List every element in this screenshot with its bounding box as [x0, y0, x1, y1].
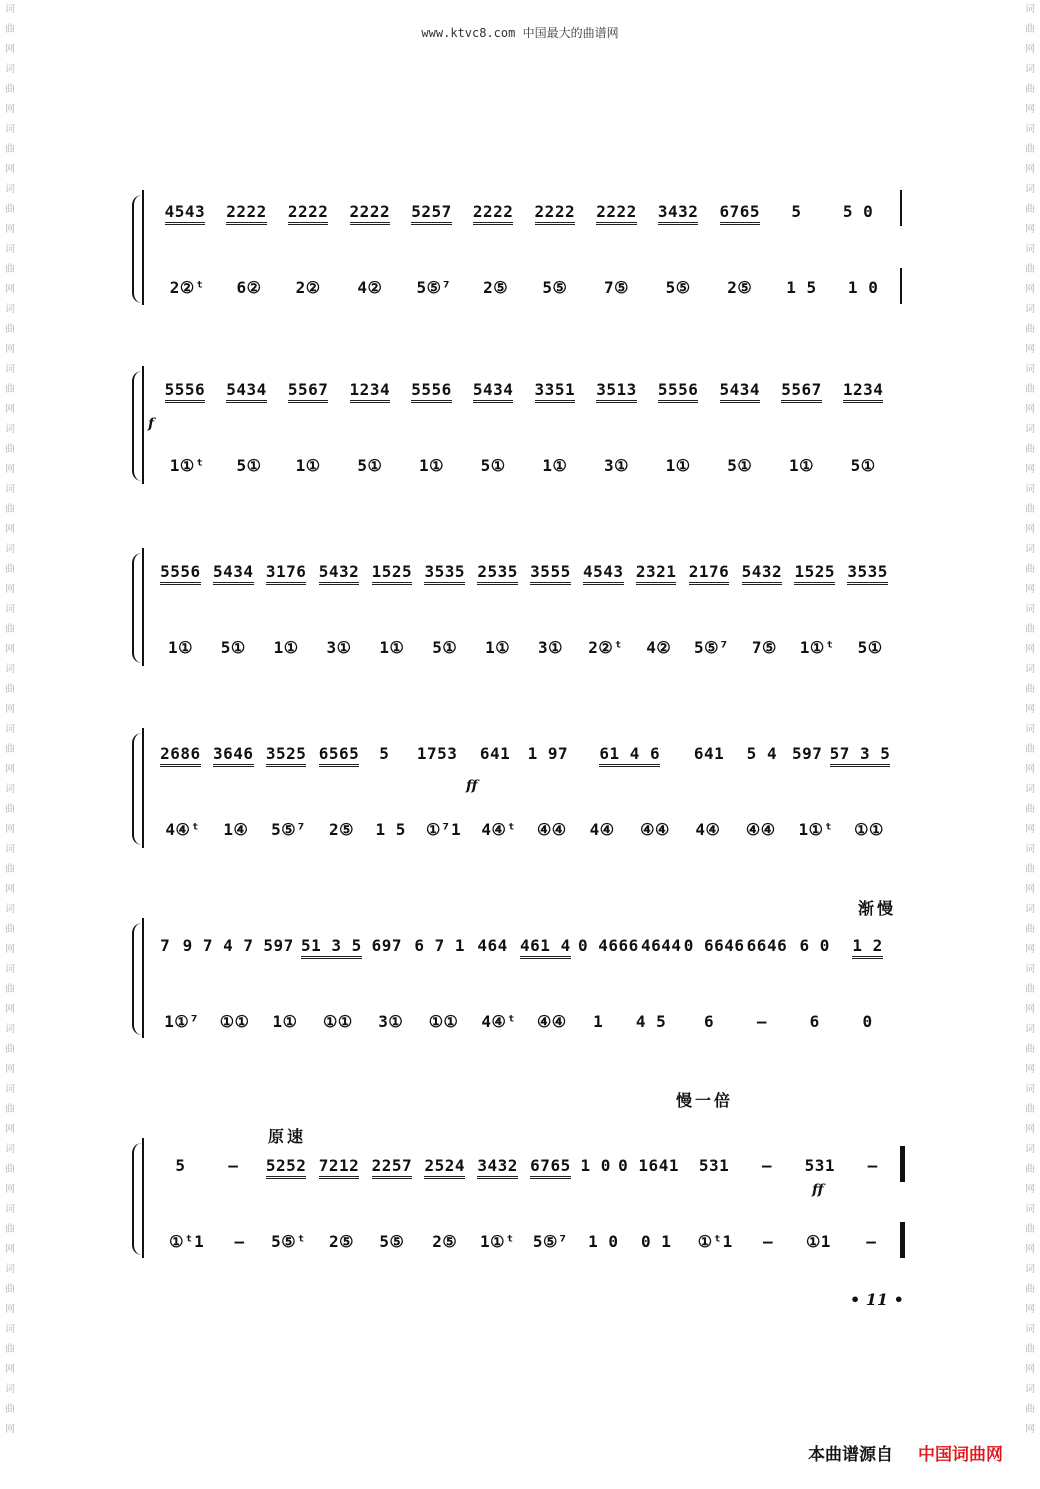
- note-group: 1234: [350, 380, 391, 403]
- note-group: 5556: [165, 380, 206, 403]
- system-brace: [132, 733, 142, 845]
- dynamic-marking: ff: [466, 778, 478, 794]
- note-group: 0 4666: [577, 936, 639, 955]
- note-group: 5: [379, 744, 390, 763]
- measure: [471, 1156, 577, 1179]
- note-group: 5434: [226, 380, 267, 403]
- note-group: 2②ᵗ: [588, 638, 624, 657]
- final-barline: [900, 1222, 905, 1258]
- note-group: 0 6646: [683, 936, 745, 955]
- note-group: 51 3 5: [301, 936, 362, 959]
- measure: [471, 820, 577, 840]
- measure: [788, 1012, 894, 1032]
- note-group: 5①: [850, 456, 876, 475]
- note-group: 2⑤: [432, 1232, 458, 1251]
- note-group: 5257: [411, 202, 452, 225]
- note-group: 1①: [272, 1012, 298, 1031]
- bass-staff: [154, 638, 894, 658]
- measure: [683, 562, 789, 585]
- measure: [154, 936, 260, 959]
- measure: [154, 380, 277, 403]
- measure: [154, 1156, 260, 1179]
- measure: [647, 380, 770, 403]
- measure: [365, 1156, 471, 1179]
- note-group: 3535: [424, 562, 465, 585]
- bass-staff: [154, 820, 894, 840]
- note-group: 5①: [432, 638, 458, 657]
- note-group: 61 4 6: [599, 744, 660, 767]
- note-group: ①①: [854, 820, 884, 839]
- note-group: 6565: [319, 744, 360, 767]
- note-group: 5: [175, 1156, 186, 1175]
- measure: [471, 1012, 577, 1032]
- treble-staff: [154, 380, 894, 403]
- note-group: 4②: [357, 278, 383, 297]
- note-group: 5⑤: [379, 1232, 405, 1251]
- measure: [524, 278, 647, 298]
- note-group: ④④: [536, 1012, 567, 1031]
- tempo-marking: 渐慢: [858, 899, 897, 918]
- note-group: 1①⁷: [164, 1012, 200, 1031]
- measure: [277, 456, 400, 476]
- measure: [277, 380, 400, 403]
- bass-staff: [154, 1012, 894, 1032]
- score-system-5: [128, 899, 908, 1038]
- measure: [365, 562, 471, 585]
- measure: [683, 1232, 789, 1252]
- measure: [260, 1012, 366, 1032]
- measure: [683, 1012, 789, 1032]
- barline: [142, 728, 144, 848]
- note-group: 531: [698, 1156, 730, 1175]
- measure: [647, 278, 770, 298]
- watermark-right: 词曲网词曲网词曲网词曲网词曲网词曲网词曲网词曲网词曲网词曲网词曲网词曲网词曲网词曲网词曲网词曲网词曲网词曲网词曲网词曲网词曲网词曲网词曲网词曲网: [1025, 4, 1035, 1435]
- note-group: –: [866, 1232, 877, 1251]
- note-group: 1 0: [580, 1156, 611, 1175]
- measure: [260, 820, 366, 840]
- note-group: 4543: [583, 562, 624, 585]
- note-group: 4②: [646, 638, 672, 657]
- note-group: 1④: [223, 820, 249, 839]
- barline: [900, 190, 902, 226]
- note-group: 5①: [480, 456, 506, 475]
- system-brace: [132, 1143, 142, 1255]
- treble-staff: [154, 744, 894, 767]
- system-brace: [132, 195, 142, 303]
- note-group: 57 3 5: [830, 744, 891, 767]
- measure: [365, 1012, 471, 1032]
- note-group: 1 97: [527, 744, 569, 763]
- note-group: 2222: [473, 202, 514, 225]
- measure: [401, 380, 524, 403]
- measure: [647, 202, 770, 225]
- measure: [365, 936, 471, 959]
- note-group: 5556: [160, 562, 201, 585]
- note-group: 5 0: [842, 202, 874, 221]
- note-group: 1525: [794, 562, 835, 585]
- measure: [471, 1232, 577, 1252]
- note-group: 6765: [720, 202, 761, 225]
- note-group: ④④: [536, 820, 567, 839]
- note-group: 5⑤⁷: [271, 820, 307, 839]
- note-group: ①⁷1: [425, 820, 462, 839]
- note-group: 4644: [640, 936, 682, 955]
- note-group: 1①: [788, 456, 814, 475]
- measure: [771, 202, 894, 225]
- note-group: 5⑤ᵗ: [271, 1232, 307, 1251]
- note-group: 6646: [746, 936, 788, 955]
- note-group: 0 1641: [618, 1156, 679, 1175]
- measure: [365, 744, 471, 767]
- note-group: 1①ᵗ: [798, 820, 834, 839]
- note-group: 5556: [658, 380, 699, 403]
- note-group: 5①: [727, 456, 753, 475]
- note-group: 2686: [160, 744, 201, 767]
- measure: [577, 638, 683, 658]
- note-group: ④④: [745, 820, 776, 839]
- measure: [683, 936, 789, 959]
- note-group: 3①: [537, 638, 563, 657]
- note-group: 4④: [589, 820, 615, 839]
- measure: [154, 456, 277, 476]
- note-group: 3①: [326, 638, 352, 657]
- treble-staff: [154, 1156, 894, 1179]
- note-group: 5⑤⁷: [416, 278, 452, 297]
- note-group: 6 0: [799, 936, 830, 955]
- note-group: 1: [593, 1012, 604, 1031]
- barline: [142, 918, 144, 1038]
- note-group: 2257: [372, 1156, 413, 1179]
- measure: [154, 562, 260, 585]
- treble-staff: [154, 562, 894, 585]
- note-group: 3535: [847, 562, 888, 585]
- note-group: 2②: [295, 278, 321, 297]
- note-group: 3①: [378, 1012, 404, 1031]
- note-group: ①ᵗ1: [697, 1232, 733, 1251]
- measure: [401, 202, 524, 225]
- note-group: 1 5: [786, 278, 817, 297]
- note-group: 2176: [689, 562, 730, 585]
- note-group: 0 1: [640, 1232, 672, 1251]
- note-group: 5: [791, 202, 802, 221]
- measure: [577, 936, 683, 959]
- note-group: –: [756, 1012, 767, 1031]
- note-group: 2222: [288, 202, 329, 225]
- watermark-left: 词曲网词曲网词曲网词曲网词曲网词曲网词曲网词曲网词曲网词曲网词曲网词曲网词曲网词曲网词曲网词曲网词曲网词曲网词曲网词曲网词曲网词曲网词曲网词曲网: [5, 4, 15, 1435]
- score-system-6: [128, 1091, 908, 1258]
- note-group: 7⑤: [751, 638, 777, 657]
- note-group: 1①: [665, 456, 691, 475]
- measure: [471, 562, 577, 585]
- score-system-3: [128, 548, 908, 666]
- system-brace: [132, 923, 142, 1035]
- note-group: 464: [477, 936, 508, 955]
- note-group: 6765: [530, 1156, 571, 1179]
- note-group: 2321: [636, 562, 677, 585]
- note-group: ①①: [219, 1012, 250, 1031]
- note-group: 5⑤⁷: [694, 638, 730, 657]
- note-group: 5①: [357, 456, 383, 475]
- measure: [154, 202, 277, 225]
- note-group: –: [234, 1232, 245, 1251]
- measure: [277, 202, 400, 225]
- note-group: 2222: [350, 202, 391, 225]
- measure: [771, 456, 894, 476]
- note-group: 3646: [213, 744, 254, 767]
- note-group: 7: [160, 936, 171, 955]
- measure: [788, 562, 894, 585]
- note-group: 5434: [213, 562, 254, 585]
- note-group: 1 2: [852, 936, 882, 959]
- measure: [365, 1232, 471, 1252]
- bass-staff: [154, 1232, 894, 1252]
- note-group: 5①: [857, 638, 883, 657]
- note-group: 597: [791, 744, 823, 763]
- note-group: 1 0: [588, 1232, 619, 1251]
- measure: [277, 278, 400, 298]
- measure: [471, 638, 577, 658]
- measure: [260, 1232, 366, 1252]
- note-group: 1 0: [847, 278, 879, 297]
- note-group: 1①: [418, 456, 444, 475]
- measure: [154, 638, 260, 658]
- system-brace: [132, 371, 142, 481]
- barline: [142, 366, 144, 484]
- note-group: 3①: [603, 456, 629, 475]
- note-group: 3432: [658, 202, 699, 225]
- measure: [577, 820, 683, 840]
- measure: [260, 1156, 366, 1179]
- page-header: www.ktvc8.com 中国最大的曲谱网: [421, 26, 619, 40]
- note-group: 2222: [226, 202, 267, 225]
- note-group: 5①: [220, 638, 246, 657]
- measure: [771, 380, 894, 403]
- final-barline: [900, 1146, 905, 1182]
- note-group: 1①ᵗ: [480, 1232, 516, 1251]
- note-group: 1①: [295, 456, 321, 475]
- note-group: 1753: [416, 744, 458, 763]
- tempo-marking: 慢一倍: [676, 1091, 734, 1110]
- footer-source-label: 本曲谱源自: [808, 1445, 893, 1465]
- note-group: ④④: [640, 820, 670, 839]
- note-group: 1①: [273, 638, 299, 657]
- note-group: 1525: [372, 562, 413, 585]
- note-group: 5567: [781, 380, 822, 403]
- note-group: 1①ᵗ: [799, 638, 835, 657]
- note-group: 5①: [236, 456, 262, 475]
- note-group: ①1: [805, 1232, 831, 1251]
- measure: [260, 936, 366, 959]
- note-group: 1①ᵗ: [169, 456, 205, 475]
- note-group: –: [867, 1156, 878, 1175]
- note-group: 1234: [843, 380, 884, 403]
- note-group: 5434: [473, 380, 514, 403]
- note-group: 2⑤: [329, 1232, 355, 1251]
- measure: [365, 820, 471, 840]
- note-group: 3513: [596, 380, 637, 403]
- note-group: 2⑤: [329, 820, 355, 839]
- measure: [154, 1232, 260, 1252]
- note-group: 641: [479, 744, 511, 763]
- measure: [154, 820, 260, 840]
- note-group: 2524: [424, 1156, 465, 1179]
- note-group: 531: [804, 1156, 835, 1175]
- note-group: ①①: [322, 1012, 353, 1031]
- score-system-4: [128, 728, 908, 848]
- note-group: 5⑤: [665, 278, 691, 297]
- note-group: 4④: [695, 820, 721, 839]
- measure: [788, 1156, 894, 1179]
- note-group: 4④ᵗ: [165, 820, 201, 839]
- barline: [900, 268, 902, 304]
- note-group: 6 7 1: [414, 936, 465, 955]
- measure: [260, 638, 366, 658]
- bass-staff: [154, 456, 894, 476]
- measure: [154, 1012, 260, 1032]
- note-group: 6: [809, 1012, 820, 1031]
- measure: [401, 278, 524, 298]
- measure: [683, 820, 789, 840]
- note-group: 461 4: [520, 936, 571, 959]
- footer-site-link[interactable]: 中国词曲网: [918, 1445, 1003, 1465]
- measure: [524, 202, 647, 225]
- measure: [788, 1232, 894, 1252]
- note-group: 4④ᵗ: [481, 820, 517, 839]
- measure: [524, 380, 647, 403]
- note-group: 2②ᵗ: [169, 278, 205, 297]
- measure: [788, 820, 894, 840]
- measure: [577, 1156, 683, 1179]
- note-group: 3176: [266, 562, 307, 585]
- note-group: 1①: [167, 638, 193, 657]
- note-group: 6: [703, 1012, 715, 1031]
- barline: [142, 190, 144, 305]
- note-group: 5⑤: [542, 278, 568, 297]
- note-group: ①①: [428, 1012, 459, 1031]
- note-group: 5⑤⁷: [532, 1232, 568, 1251]
- note-group: ①ᵗ1: [169, 1232, 205, 1251]
- note-group: 2222: [535, 202, 576, 225]
- note-group: –: [761, 1156, 772, 1175]
- note-group: 1①: [379, 638, 405, 657]
- note-group: 2⑤: [727, 278, 753, 297]
- measure: [683, 638, 789, 658]
- note-group: 4 5: [635, 1012, 667, 1031]
- measure: [524, 456, 647, 476]
- measure: [154, 744, 260, 767]
- note-group: 2535: [477, 562, 518, 585]
- note-group: 4④ᵗ: [481, 1012, 517, 1031]
- measure: [260, 562, 366, 585]
- page-number: • 11 •: [850, 1290, 904, 1309]
- note-group: 597: [263, 936, 294, 955]
- treble-staff: [154, 936, 894, 959]
- note-group: 2⑤: [483, 278, 509, 297]
- note-group: 1①: [542, 456, 568, 475]
- measure: [577, 1012, 683, 1032]
- measure: [577, 744, 683, 767]
- note-group: 5252: [266, 1156, 307, 1179]
- note-group: 5432: [319, 562, 360, 585]
- dynamic-marking: ff: [812, 1182, 824, 1198]
- note-group: –: [228, 1156, 239, 1175]
- measure: [647, 456, 770, 476]
- treble-staff: [154, 202, 894, 225]
- system-brace: [132, 553, 142, 663]
- barline: [142, 1138, 144, 1258]
- note-group: 5556: [411, 380, 452, 403]
- note-group: 0: [862, 1012, 873, 1031]
- note-group: 3432: [477, 1156, 518, 1179]
- measure: [471, 936, 577, 959]
- measure: [401, 456, 524, 476]
- note-group: 1①: [485, 638, 511, 657]
- measure: [577, 562, 683, 585]
- note-group: 3525: [266, 744, 307, 767]
- note-group: 9 7 4 7: [182, 936, 254, 955]
- note-group: 5567: [288, 380, 329, 403]
- measure: [683, 744, 789, 767]
- note-group: 1 5: [375, 820, 406, 839]
- note-group: 3351: [535, 380, 576, 403]
- measure: [260, 744, 366, 767]
- note-group: 3555: [530, 562, 571, 585]
- note-group: 5432: [742, 562, 783, 585]
- measure: [788, 744, 894, 767]
- barline: [142, 548, 144, 666]
- note-group: –: [763, 1232, 774, 1251]
- measure: [771, 278, 894, 298]
- score-system-2: [128, 366, 908, 484]
- note-group: 697: [371, 936, 402, 955]
- measure: [683, 1156, 789, 1179]
- note-group: 5434: [720, 380, 761, 403]
- dynamic-marking: f: [148, 416, 155, 432]
- measure: [154, 278, 277, 298]
- measure: [365, 638, 471, 658]
- note-group: 7212: [319, 1156, 360, 1179]
- measure: [471, 744, 577, 767]
- measure: [577, 1232, 683, 1252]
- score-system-1: [128, 190, 908, 305]
- note-group: 6②: [236, 278, 262, 297]
- note-group: 7⑤: [603, 278, 629, 297]
- measure: [788, 936, 894, 959]
- bass-staff: [154, 278, 894, 298]
- note-group: 4543: [165, 202, 206, 225]
- note-group: 2222: [596, 202, 637, 225]
- tempo-marking: 原速: [268, 1127, 307, 1146]
- note-group: 5 4: [746, 744, 778, 763]
- measure: [788, 638, 894, 658]
- note-group: 641: [693, 744, 725, 763]
